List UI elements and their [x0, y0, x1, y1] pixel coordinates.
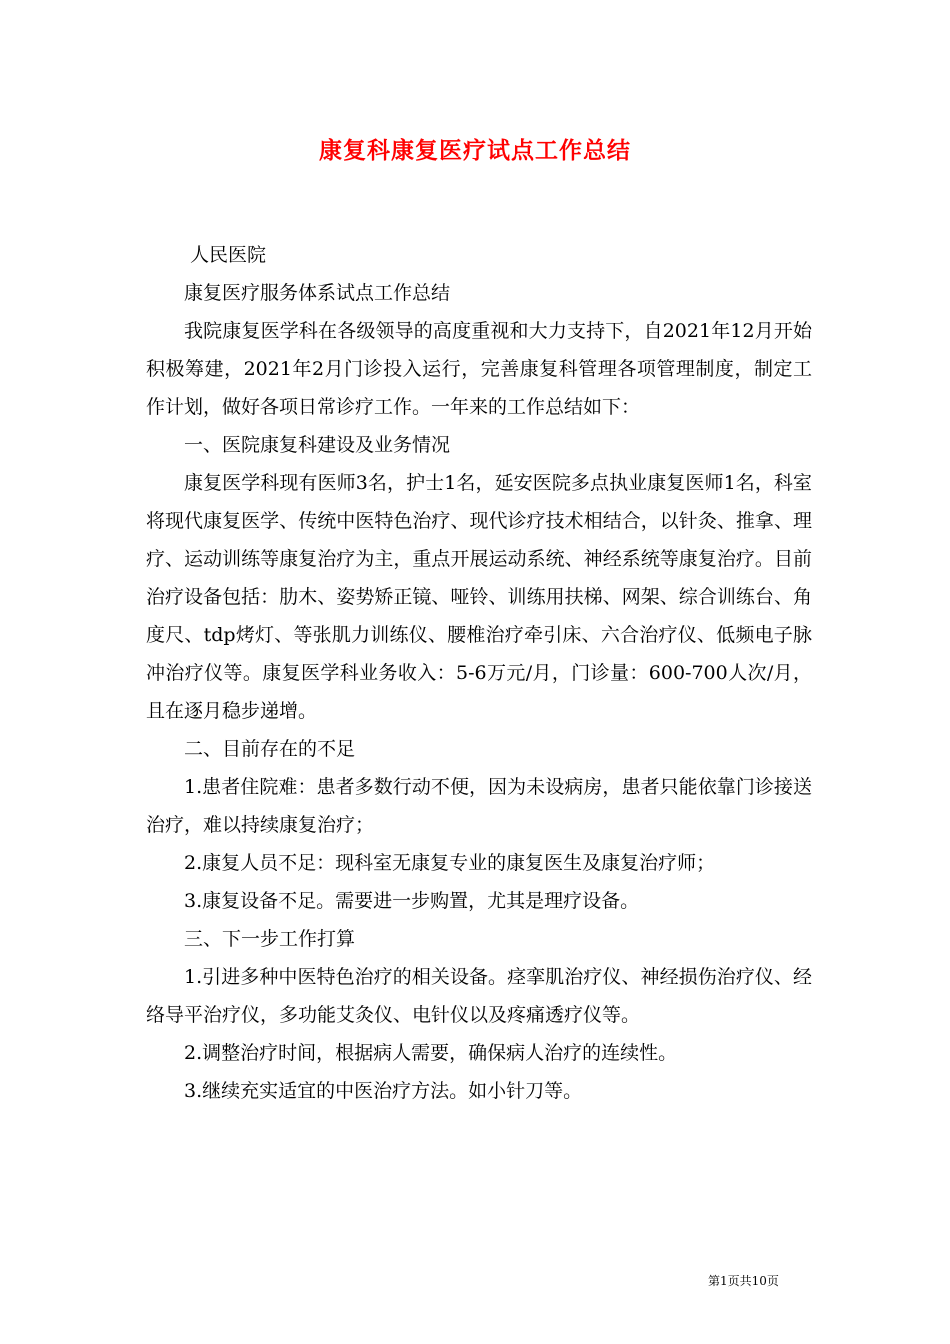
paragraph-subtitle: 康复医疗服务体系试点工作总结 [184, 282, 451, 304]
section-heading-3: 三、下一步工作打算 [184, 928, 356, 950]
paragraph-intro: 我院康复医学科在各级领导的高度重视和大力支持下，自2021年12月开始积极筹建，2021年2月门诊投入运行，完善康复科管理各项管理制度，制定工作计划，做好各项日常诊疗工作。一年来的工作总结如下： [146, 320, 812, 418]
list-item-shortage-2: 2.康复人员不足：现科室无康复专业的康复医生及康复治疗师； [184, 852, 716, 874]
document-body [146, 236, 812, 1110]
list-item-shortage-3: 3.康复设备不足。需要进一步购置，尤其是理疗设备。 [184, 890, 640, 912]
list-item-plan-2: 2.调整治疗时间，根据病人需要，确保病人治疗的连续性。 [184, 1042, 678, 1064]
document-title: 康复科康复医疗试点工作总结 [319, 137, 631, 164]
section-heading-2: 二、目前存在的不足 [184, 738, 356, 760]
list-item-plan-1: 1.引进多种中医特色治疗的相关设备。痉挛肌治疗仪、神经损伤治疗仪、经络导平治疗仪，多功能艾灸仪、电针仪以及疼痛透疗仪等。 [146, 966, 812, 1026]
list-item-plan-3: 3.继续充实适宜的中医治疗方法。如小针刀等。 [184, 1080, 583, 1102]
paragraph-hospital: 人民医院 [190, 244, 267, 266]
list-item-shortage-1: 1.患者住院难：患者多数行动不便，因为未设病房，患者只能依靠门诊接送治疗，难以持续康复治疗； [146, 776, 812, 836]
paragraph-section-1: 康复医学科现有医师3名，护士1名，延安医院多点执业康复医师1名，科室将现代康复医学、传统中医特色治疗、现代诊疗技术相结合，以针灸、推拿、理疗、运动训练等康复治疗为主，重点开展运动系统、神经系统等康复治疗。目前治疗设备包括：肋木、姿势矫正镜、哑铃、训练用扶梯、网架、综合训练台、角度尺、tdp烤灯、等张肌力训练仪、腰椎治疗牵引床、六合治疗仪、低频电子脉冲治疗仪等。康复医学科业务收入：5-6万元/月，门诊量：600-700人次/月，且在逐月稳步递增。 [146, 472, 812, 722]
section-heading-1: 一、医院康复科建设及业务情况 [184, 434, 451, 456]
page-number-footer: 第1页共10页 [708, 1274, 779, 1288]
